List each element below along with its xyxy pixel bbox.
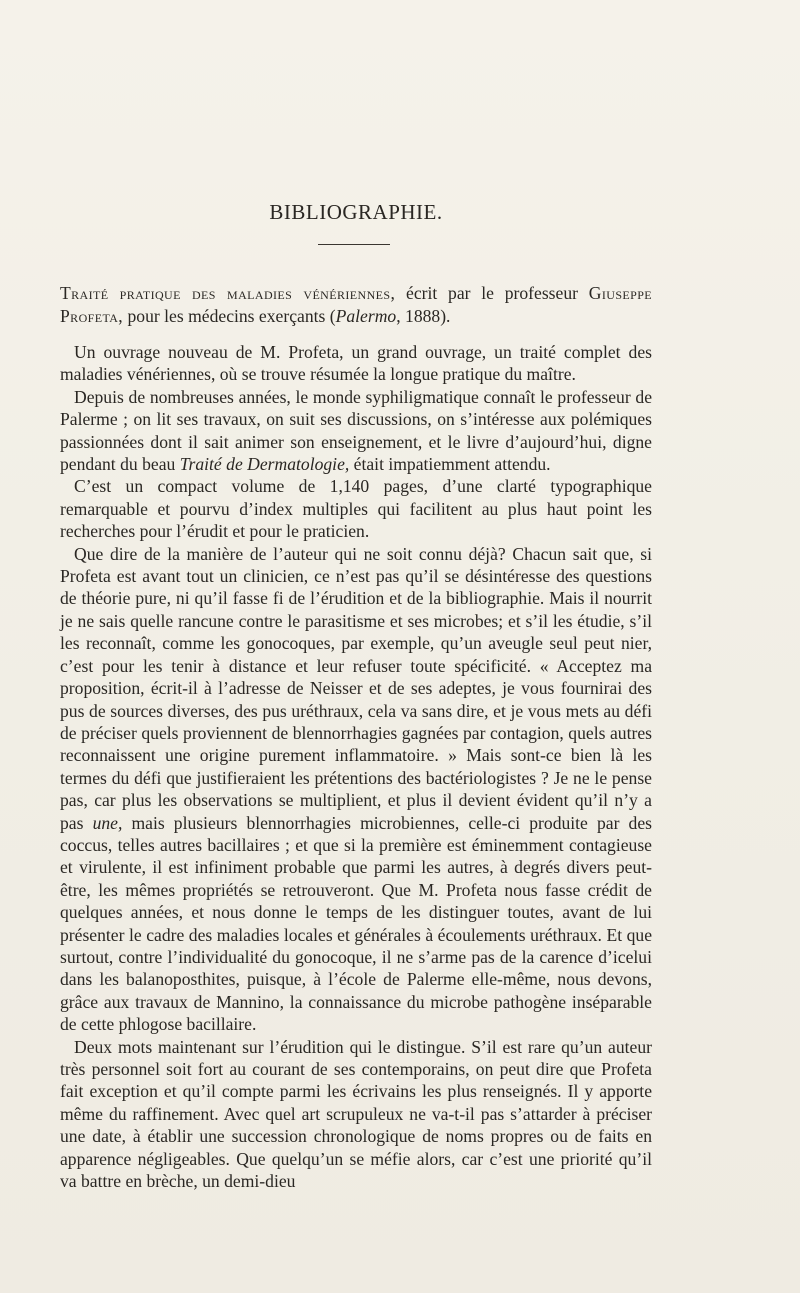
paragraph-1: Un ouvrage nouveau de M. Profeta, un grand ouvrage, un traité complet des maladies vénériennes, où se trouve résumée la longue pratique du maître. (60, 342, 652, 385)
paragraph-2-text-a: Depuis de nombreuses années, le monde syphiligmatique connaît le professeur de Palerme ; on lit ses travaux, on suit ses discussions, on s’intéresse aux polémiques passionnées dont il sait animer son enseignement, et le livre d’aujourd’hui, digne pendant du beau (60, 386, 652, 475)
book-year: , 1888). (396, 306, 451, 326)
book-author: Giuseppe Profeta, (60, 283, 653, 326)
book-place: Palermo (335, 306, 397, 326)
title-divider (318, 244, 390, 245)
paragraph-4-italic: une, (92, 812, 123, 833)
paragraph-4-text-a: Que dire de la manière de l’auteur qui ne soit connu déjà? Chacun sait que, si Profeta est avant tout un clinicien, ce n’est pas qu’il se désintéresse des questions de théorie pure, ni qu’il fasse fi de l’érudition et de la bibliographie. Mais il nourrit je ne sais quelle rancune contre le parasitisme et ses microbes; et s’il les étudie, s’il les reconnaît, comme les gonocoques, par exemple, qu’un aveugle seul peut nier, c’est pour les tenir à distance et leur refuser toute spécificité. « Acceptez ma proposition, écrit-il à l’adresse de Neisser et de ses adeptes, je vous fournirai des pus de sources diverses, des pus uréthraux, cela va sans dire, et je vous mets au défi de préciser quels proviennent de blennorrhagies gagnées par contagion, quels autres reconnaissent une origine purement inflammatoire. » Mais sont-ce bien là les termes du défi que justifieraient les prétentions des bactériologistes ? Je ne le pense pas, car plus les observations se multiplient, et plus il devient évident qu’il n’y a pas (60, 543, 652, 833)
paragraph-3: C’est un compact volume de 1,140 pages, d’une clarté typographique remarquable et pourvu d’index multiples qui facilitent au plus haut point les recherches pour l’érudit et pour le praticien. (60, 476, 652, 542)
paragraph-5: Deux mots maintenant sur l’érudition qui le distingue. S’il est rare qu’un auteur très personnel soit fort au courant de ses contemporains, on peut dire que Profeta fait exception et qu’il compte parmi les écrivains les plus renseignés. Il y apporte même du raffinement. Avec quel art scrupuleux ne va-t-il pas s’attarder à préciser une date, à établir une succession chronologique de noms propres ou de faits en apparence négligeables. Que quelqu’un se méfie alors, car c’est une priorité qu’il va battre en brèche, un demi-dieu (60, 1036, 652, 1192)
paragraph-2-italic: Traité de Dermatologie, (179, 454, 350, 475)
review-body (60, 341, 652, 1192)
page-title: BIBLIOGRAPHIE. (269, 200, 443, 224)
paragraph-2-text-b: était impatiemment attendu. (349, 454, 551, 475)
book-title: Traité pratique des maladies vénériennes, (60, 283, 396, 303)
paragraph-2 (60, 386, 652, 476)
book-by: écrit par le professeur (406, 283, 578, 303)
paragraph-4-text-b: mais plusieurs blennorrhagies microbiennes, celle-ci produite par des coccus, telles autres bacillaires ; et que si la première est éminemment contagieuse et virulente, il est infiniment probable que parmi les autres, à degrés divers peut-être, les mêmes propriétés se retrouveront. Que M. Profeta nous fasse crédit de quelques années, et nous donne le temps de les distinguer toutes, avant de lui présenter le cadre des maladies locales et générales à écoulements uréthraux. Et que surtout, contre l’individualité du gonocoque, il ne s’arme pas de la carence d’icelui dans les balanoposthites, puisque, à l’école de Palerme elle-même, nous devons, grâce aux travaux de Mannino, la connaissance du microbe pathogène inséparable de cette phlogose bacillaire. (60, 812, 652, 1035)
book-entry-heading (60, 282, 652, 328)
book-audience: pour les médecins exerçants ( (127, 306, 336, 326)
paragraph-4 (60, 543, 652, 1036)
